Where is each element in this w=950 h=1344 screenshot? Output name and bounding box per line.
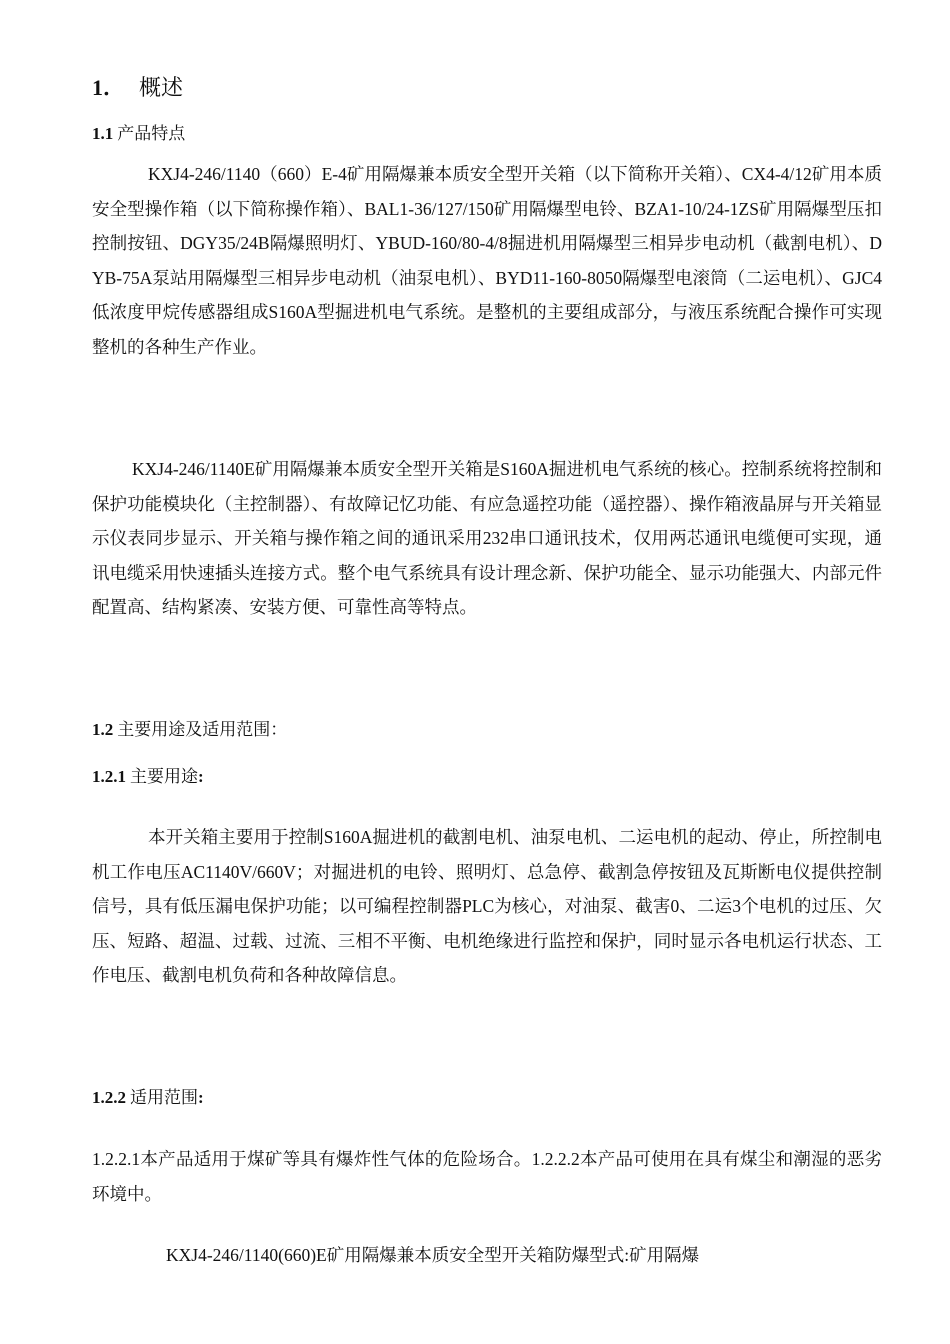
section-heading-1-2-1 [92,763,204,791]
section-colon: : [198,1088,204,1107]
section-number: 1.2 [92,720,114,739]
section-title: 适用范围 [130,1088,198,1107]
section-number: 1.2.1 [92,767,126,786]
section-title: 概述 [139,75,184,100]
paragraph-scope: 1.2.2.1本产品适用于煤矿等具有爆炸性气体的危险场合。1.2.2.2本产品可使用在具有煤尘和潮湿的恶劣环境中。 [92,1149,882,1204]
paragraph-main-usage: 本开关箱主要用于控制S160A掘进机的截割电机、油泵电机、二运电机的起动、停止，所控制电机工作电压AC1140V/660V；对掘进机的电铃、照明灯、总急停、截割急停按钮及瓦斯断电仪提供控制信号，具有低压漏电保护功能；以可编程控制器PLC为核心，对油泵、截害0、二运3个电机的过压、欠压、短路、超温、过载、过流、三相不平衡、电机绝缘进行监控和保护，同时显示各电机运行状态、工作电压、截割电机负荷和各种故障信息。 [92,827,882,985]
section-number: 1． [92,75,126,100]
section-heading-1-2-2 [92,1084,204,1112]
paragraph-product-features: KXJ4-246/1140（660）E-4矿用隔爆兼本质安全型开关箱（以下简称开关箱）、CX4-4/12矿用本质安全型操作箱（以下简称操作箱）、BAL1-36/127/150矿用隔爆型电铃、BZA1-10/24-1ZS矿用隔爆型压扣控制按钮、DGY35/24B隔爆照明灯、YBUD-160/80-4/8掘进机用隔爆型三相异步电动机（截割电机）、DYB-75A泵站用隔爆型三相异步电动机（油泵电机）、BYD11-160-8050隔爆型电滚筒（二运电机）、GJC4低浓度甲烷传感器组成S160A型掘进机电气系统。是整机的主要组成部分，与液压系统配合操作可实现整机的各种生产作业。 [92,164,882,357]
section-title: 主要用途及适用范围： [117,720,288,739]
section-heading-1-2 [92,716,287,744]
section-title: 产品特点 [117,124,186,143]
section-heading-1 [92,72,183,104]
section-number: 1.1 [92,124,114,143]
section-number: 1.2.2 [92,1088,126,1107]
section-title: 主要用途 [130,767,198,786]
paragraph-system-core: KXJ4-246/1140E矿用隔爆兼本质安全型开关箱是S160A掘进机电气系统的核心。控制系统将控制和保护功能模块化（主控制器）、有故障记忆功能、有应急遥控功能（遥控器）、操作箱液晶屏与开关箱显示仪表同步显示、开关箱与操作箱之间的通讯采用232串口通讯技术，仅用两芯通讯电缆便可实现，通讯电缆采用快速插头连接方式。整个电气系统具有设计理念新、保护功能全、显示功能强大、内部元件配置高、结构紧凑、安装方便、可靠性高等特点。 [92,459,882,617]
section-heading-1-1 [92,120,185,148]
paragraph-explosion-proof-type: KXJ4-246/1140(660)E矿用隔爆兼本质安全型开关箱防爆型式:矿用隔爆 [166,1245,700,1265]
section-colon: : [198,767,204,786]
